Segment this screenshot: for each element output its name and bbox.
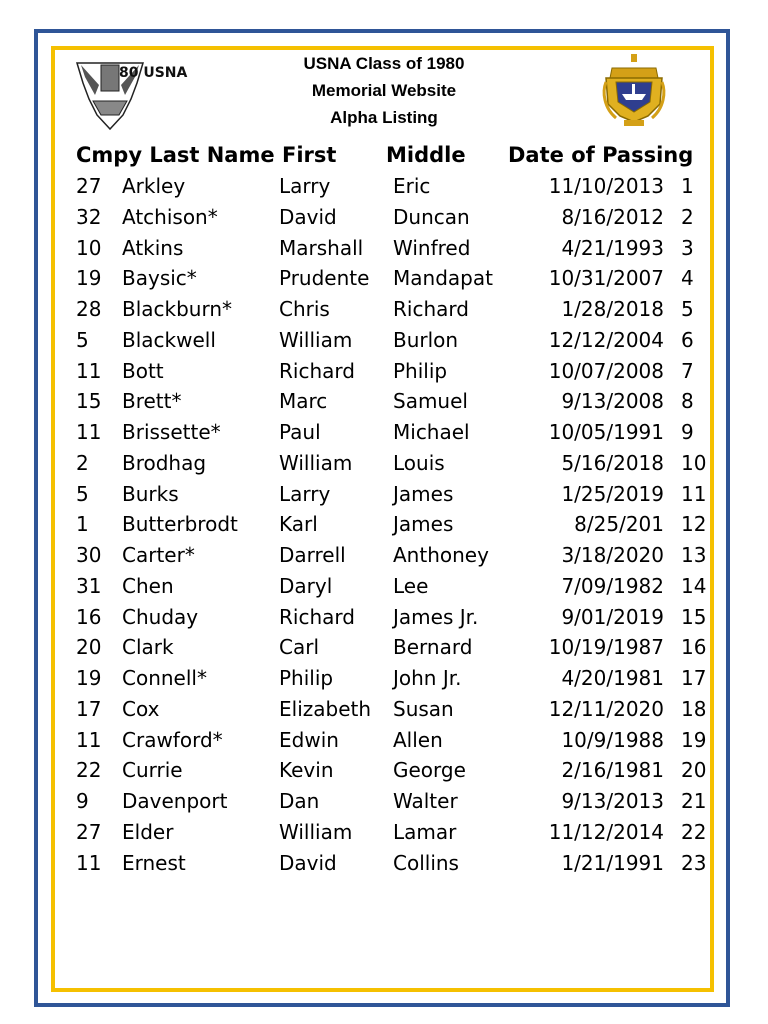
first-name-cell: Larry: [279, 481, 331, 506]
last-name-cell: Blackwell: [122, 327, 216, 352]
date-of-passing-cell: 1/25/2019: [561, 481, 664, 506]
date-of-passing-cell: 10/05/1991: [548, 420, 664, 444]
first-name-cell: Marshall: [279, 235, 364, 260]
date-of-passing-cell: 9/01/2019: [561, 604, 664, 629]
middle-name-cell: George: [393, 758, 466, 783]
date-of-passing-cell: 10/19/1987: [548, 635, 664, 660]
middle-name-cell: John Jr.: [393, 666, 462, 690]
row-number-cell: 18: [681, 696, 707, 721]
last-name-cell: Carter*: [122, 543, 195, 567]
table-row: [0, 848, 768, 878]
row-number-cell: 14: [681, 573, 707, 598]
row-number-cell: 11: [681, 481, 707, 506]
row-number-cell: 20: [681, 758, 707, 783]
row-number-cell: 1: [681, 174, 694, 198]
last-name-cell: Elder: [122, 819, 174, 844]
cmpy-cell: 11: [76, 850, 102, 875]
date-of-passing-cell: 2/16/1981: [561, 758, 664, 783]
middle-name-cell: Michael: [393, 420, 470, 444]
last-name-cell: Connell*: [122, 666, 207, 690]
last-name-cell: Arkley: [122, 174, 186, 198]
cmpy-cell: 27: [76, 819, 102, 844]
middle-name-cell: James: [393, 481, 454, 506]
table-row: [0, 202, 768, 232]
last-name-cell: Butterbrodt: [122, 512, 238, 537]
middle-name-cell: Walter: [393, 789, 458, 813]
cmpy-cell: 5: [76, 481, 89, 506]
cmpy-cell: 10: [76, 235, 102, 260]
middle-name-cell: Lamar: [393, 819, 457, 844]
middle-name-cell: Philip: [393, 358, 448, 383]
last-name-cell: Brett*: [122, 389, 182, 414]
first-name-cell: Elizabeth: [279, 696, 372, 721]
last-name-cell: Cox: [122, 696, 160, 721]
middle-name-cell: Mandapat: [393, 266, 493, 291]
date-of-passing-cell: 12/11/2020: [548, 696, 664, 721]
header-line-2: Memorial Website: [311, 81, 457, 100]
table-row: [0, 233, 768, 263]
row-number-cell: 2: [681, 204, 694, 229]
date-of-passing-cell: 5/16/2018: [561, 450, 664, 475]
cmpy-cell: 30: [76, 543, 102, 567]
last-name-cell: Atkins: [122, 235, 184, 260]
row-number-cell: 7: [681, 358, 694, 383]
first-name-cell: Dan: [279, 789, 320, 813]
first-name-cell: David: [279, 204, 337, 229]
table-row: [0, 755, 768, 785]
middle-name-cell: Collins: [393, 850, 459, 875]
header-line-1: USNA Class of 1980: [303, 54, 465, 73]
cmpy-cell: 16: [76, 604, 102, 629]
first-name-cell: William: [279, 819, 353, 844]
column-header-first: First: [282, 143, 337, 167]
cmpy-cell: 27: [76, 174, 102, 198]
last-name-cell: Crawford*: [122, 727, 223, 752]
middle-name-cell: Richard: [393, 297, 469, 321]
row-number-cell: 3: [681, 235, 694, 260]
cmpy-cell: 15: [76, 389, 102, 414]
cmpy-cell: 22: [76, 758, 102, 783]
table-row: [0, 786, 768, 816]
date-of-passing-cell: 1/21/1991: [561, 850, 664, 875]
last-name-cell: Chuday: [122, 604, 199, 629]
first-name-cell: David: [279, 850, 337, 875]
last-name-cell: Atchison*: [122, 204, 218, 229]
row-number-cell: 22: [681, 819, 707, 844]
last-name-cell: Baysic*: [122, 266, 197, 291]
first-name-cell: Daryl: [279, 573, 333, 598]
cmpy-cell: 17: [76, 696, 102, 721]
first-name-cell: Kevin: [279, 758, 334, 783]
cmpy-cell: 19: [76, 666, 102, 690]
middle-name-cell: Lee: [393, 573, 429, 598]
row-number-cell: 10: [681, 450, 707, 475]
column-header-cmpy-last-name: Cmpy Last Name: [76, 143, 275, 167]
row-number-cell: 17: [681, 666, 707, 690]
date-of-passing-cell: 10/9/1988: [561, 727, 664, 752]
last-name-cell: Ernest: [122, 850, 186, 875]
crest-80-text: 80 USNA: [119, 65, 188, 81]
date-of-passing-cell: 4/20/1981: [561, 666, 664, 690]
middle-name-cell: Susan: [393, 696, 454, 721]
column-header-date-of-passing: Date of Passing: [508, 143, 694, 167]
middle-name-cell: Eric: [393, 174, 431, 198]
date-of-passing-cell: 9/13/2013: [561, 789, 664, 813]
middle-name-cell: Samuel: [393, 389, 468, 414]
table-row: [0, 325, 768, 355]
table-row: [0, 817, 768, 847]
row-number-cell: 8: [681, 389, 694, 414]
table-row: [0, 479, 768, 509]
middle-name-cell: Anthoney: [393, 543, 489, 567]
row-number-cell: 13: [681, 543, 707, 567]
date-of-passing-cell: 11/12/2014: [548, 819, 664, 844]
last-name-cell: Brodhag: [122, 450, 207, 475]
last-name-cell: Bott: [122, 358, 164, 383]
first-name-cell: Paul: [279, 420, 321, 444]
last-name-cell: Chen: [122, 573, 174, 598]
table-row: [0, 540, 768, 570]
cmpy-cell: 32: [76, 204, 102, 229]
table-row: [0, 294, 768, 324]
table-row: [0, 632, 768, 662]
table-row: [0, 417, 768, 447]
first-name-cell: Carl: [279, 635, 319, 660]
column-header-middle: Middle: [386, 143, 466, 167]
last-name-cell: Currie: [122, 758, 183, 783]
row-number-cell: 16: [681, 635, 707, 660]
first-name-cell: Richard: [279, 358, 355, 383]
table-row: [0, 602, 768, 632]
date-of-passing-cell: 3/18/2020: [561, 543, 664, 567]
table-row: [0, 356, 768, 386]
row-number-cell: 21: [681, 789, 707, 813]
table-row: [0, 509, 768, 539]
first-name-cell: Chris: [279, 297, 330, 321]
row-number-cell: 9: [681, 420, 694, 444]
table-row: [0, 694, 768, 724]
last-name-cell: Brissette*: [122, 420, 221, 444]
cmpy-cell: 11: [76, 358, 102, 383]
row-number-cell: 19: [681, 727, 707, 752]
date-of-passing-cell: 9/13/2008: [561, 389, 664, 414]
cmpy-cell: 5: [76, 327, 89, 352]
cmpy-cell: 1: [76, 512, 89, 537]
row-number-cell: 12: [681, 512, 707, 537]
table-row: [0, 725, 768, 755]
cmpy-cell: 9: [76, 789, 89, 813]
date-of-passing-cell: 11/10/2013: [548, 174, 664, 198]
table-row: [0, 386, 768, 416]
middle-name-cell: Duncan: [393, 204, 470, 229]
first-name-cell: Karl: [279, 512, 318, 537]
row-number-cell: 5: [681, 297, 694, 321]
table-row: [0, 171, 768, 201]
first-name-cell: Marc: [279, 389, 328, 414]
first-name-cell: William: [279, 327, 353, 352]
cmpy-cell: 28: [76, 297, 102, 321]
first-name-cell: Darrell: [279, 543, 346, 567]
header-line-3: Alpha Listing: [330, 108, 438, 127]
row-number-cell: 4: [681, 266, 694, 291]
date-of-passing-cell: 8/16/2012: [561, 204, 664, 229]
date-of-passing-cell: 8/25/201: [574, 512, 664, 537]
row-number-cell: 23: [681, 850, 707, 875]
table-row: [0, 263, 768, 293]
first-name-cell: William: [279, 450, 353, 475]
first-name-cell: Prudente: [279, 266, 370, 291]
first-name-cell: Richard: [279, 604, 355, 629]
row-number-cell: 6: [681, 327, 694, 352]
middle-name-cell: James Jr.: [393, 604, 479, 629]
middle-name-cell: Allen: [393, 727, 443, 752]
cmpy-cell: 2: [76, 450, 89, 475]
date-of-passing-cell: 10/07/2008: [548, 358, 664, 383]
last-name-cell: Burks: [122, 481, 179, 506]
middle-name-cell: James: [393, 512, 454, 537]
cmpy-cell: 19: [76, 266, 102, 291]
middle-name-cell: Bernard: [393, 635, 473, 660]
middle-name-cell: Burlon: [393, 327, 459, 352]
date-of-passing-cell: 7/09/1982: [561, 573, 664, 598]
middle-name-cell: Louis: [393, 450, 445, 475]
table-row: [0, 571, 768, 601]
last-name-cell: Clark: [122, 635, 174, 660]
cmpy-cell: 20: [76, 635, 102, 660]
date-of-passing-cell: 4/21/1993: [561, 235, 664, 260]
date-of-passing-cell: 12/12/2004: [548, 327, 664, 352]
last-name-cell: Davenport: [122, 789, 228, 813]
middle-name-cell: Winfred: [393, 235, 471, 260]
table-row: [0, 663, 768, 693]
date-of-passing-cell: 1/28/2018: [561, 297, 664, 321]
first-name-cell: Philip: [279, 666, 334, 690]
first-name-cell: Larry: [279, 174, 331, 198]
table-row: [0, 448, 768, 478]
cmpy-cell: 11: [76, 727, 102, 752]
cmpy-cell: 11: [76, 420, 102, 444]
row-number-cell: 15: [681, 604, 707, 629]
last-name-cell: Blackburn*: [122, 297, 233, 321]
cmpy-cell: 31: [76, 573, 102, 598]
date-of-passing-cell: 10/31/2007: [548, 266, 664, 291]
first-name-cell: Edwin: [279, 727, 339, 752]
